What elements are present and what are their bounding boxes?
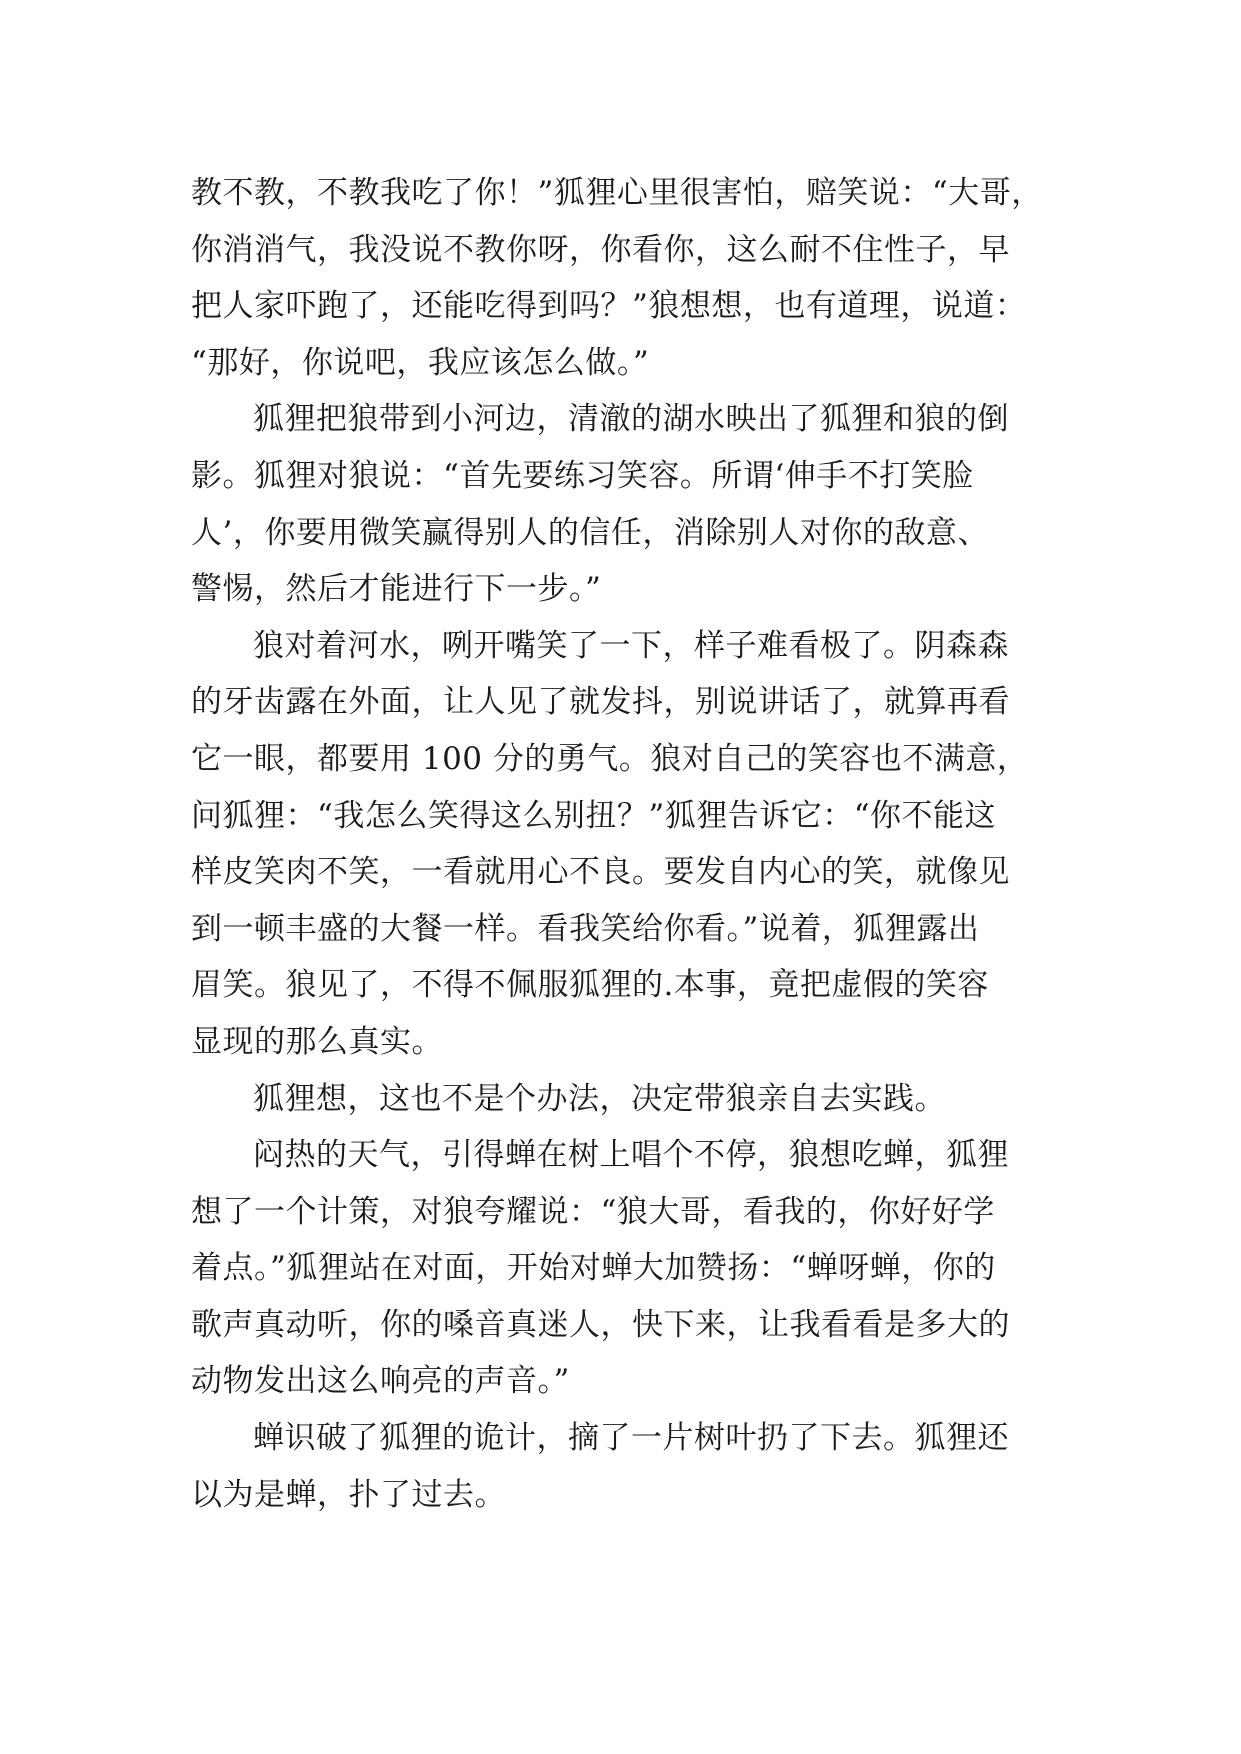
paragraph-first-line: 蝉识破了狐狸的诡计，摘了一片树叶扔了下去。狐狸还 bbox=[253, 1420, 1009, 1457]
text-line: 它一眼，都要用 100 分的勇气。狼对自己的笑容也不满意， bbox=[191, 740, 1029, 777]
text-line: 着点。”狐狸站在对面，开始对蝉大加赞扬：“蝉呀蝉，你的 bbox=[191, 1250, 996, 1287]
paragraph-first-line: 狐狸想，这也不是个办法，决定带狼亲自去实践。 bbox=[253, 1080, 946, 1117]
text-line: 动物发出这么响亮的声音。” bbox=[191, 1363, 570, 1400]
text-line: 的牙齿露在外面，让人见了就发抖，别说讲话了，就算再看 bbox=[191, 684, 1010, 721]
text-line: 教不教，不教我吃了你！”狐狸心里很害怕，赔笑说：“大哥， bbox=[191, 175, 1043, 211]
text-line: 显现的那么真实。 bbox=[191, 1023, 443, 1060]
paragraph-first-line: 狼对着河水，咧开嘴笑了一下，样子难看极了。阴森森 bbox=[253, 627, 1009, 664]
text-line: 人’，你要用微笑赢得别人的信任，消除别人对你的敌意、 bbox=[191, 514, 989, 551]
text-line: 你消消气，我没说不教你呀，你看你，这么耐不住性子，早 bbox=[191, 231, 1010, 268]
paragraph-first-line: 狐狸把狼带到小河边，清澈的湖水映出了狐狸和狼的倒 bbox=[253, 401, 1009, 438]
text-line: 问狐狸：“我怎么笑得这么别扭？”狐狸告诉它：“你不能这 bbox=[191, 797, 997, 834]
text-line: 样皮笑肉不笑，一看就用心不良。要发自内心的笑，就像见 bbox=[191, 854, 1010, 891]
text-line: “那好，你说吧，我应该怎么做。” bbox=[191, 344, 650, 381]
text-line: 以为是蝉，扑了过去。 bbox=[191, 1476, 506, 1513]
text-line: 影。狐狸对狼说：“首先要练习笑容。所谓‘伸手不打笑脸 bbox=[191, 457, 974, 494]
text-line: 歌声真动听，你的嗓音真迷人，快下来，让我看看是多大的 bbox=[191, 1306, 1010, 1343]
text-line: 眉笑。狼见了，不得不佩服狐狸的.本事，竟把虚假的笑容 bbox=[191, 967, 989, 1004]
text-line: 警惕，然后才能进行下一步。” bbox=[191, 571, 602, 608]
text-line: 想了一个计策，对狼夸耀说：“狼大哥，看我的，你好好学 bbox=[191, 1193, 995, 1230]
paragraph-first-line: 闷热的天气，引得蝉在树上唱个不停，狼想吃蝉，狐狸 bbox=[253, 1137, 1009, 1174]
text-line: 到一顿丰盛的大餐一样。看我笑给你看。”说着，狐狸露出 bbox=[191, 910, 980, 947]
document-body bbox=[191, 165, 1091, 1523]
text-line: 把人家吓跑了，还能吃得到吗？”狼想想，也有道理，说道： bbox=[191, 288, 1027, 325]
